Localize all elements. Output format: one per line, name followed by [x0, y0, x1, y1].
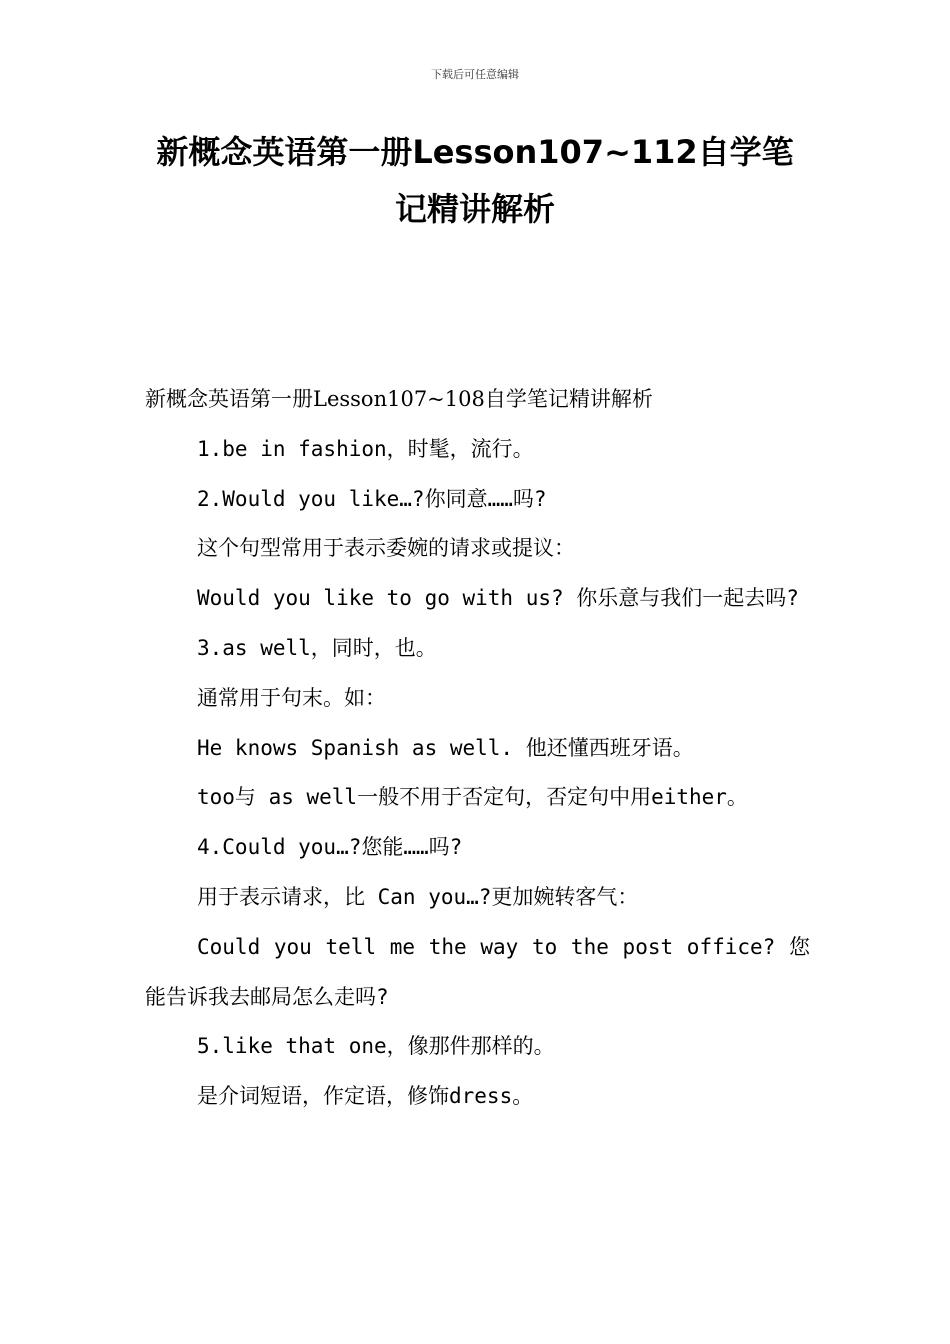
paragraph-13: 是介词短语，作定语，修饰dress。 [197, 1084, 534, 1109]
header-note: 下载后可任意编辑 [431, 68, 519, 81]
title-line-2: 记精讲解析 [394, 190, 555, 228]
paragraph-9: 4.Could you…?您能……吗? [197, 835, 463, 860]
paragraph-3: 这个句型常用于表示委婉的请求或提议： [197, 536, 575, 561]
paragraph-4: Would you like to go with us? 你乐意与我们一起去吗? [197, 586, 799, 611]
paragraph-11: Could you tell me the way to the post office? 您能告诉我去邮局怎么走吗? [145, 934, 810, 1009]
paragraph-2: 2.Would you like…?你同意……吗? [197, 486, 547, 511]
paragraph-1: 1.be in fashion，时髦，流行。 [197, 436, 534, 461]
paragraph-6: 通常用于句末。如： [197, 685, 386, 710]
paragraph-7: He knows Spanish as well. 他还懂西班牙语。 [197, 735, 694, 760]
paragraph-5: 3.as well，同时，也。 [197, 635, 437, 660]
paragraph-8: too与 as well一般不用于否定句，否定句中用either。 [197, 785, 748, 810]
paragraph-12: 5.like that one，像那件那样的。 [197, 1034, 555, 1059]
document-title [100, 124, 850, 238]
paragraph-10: 用于表示请求，比 Can you…?更加婉转客气： [197, 884, 639, 909]
section-title: 新概念英语第一册Lesson107~108自学笔记精讲解析 [145, 387, 653, 411]
title-line-1: 新概念英语第一册Lesson107~112自学笔 [156, 133, 794, 171]
document-body [145, 375, 810, 1122]
